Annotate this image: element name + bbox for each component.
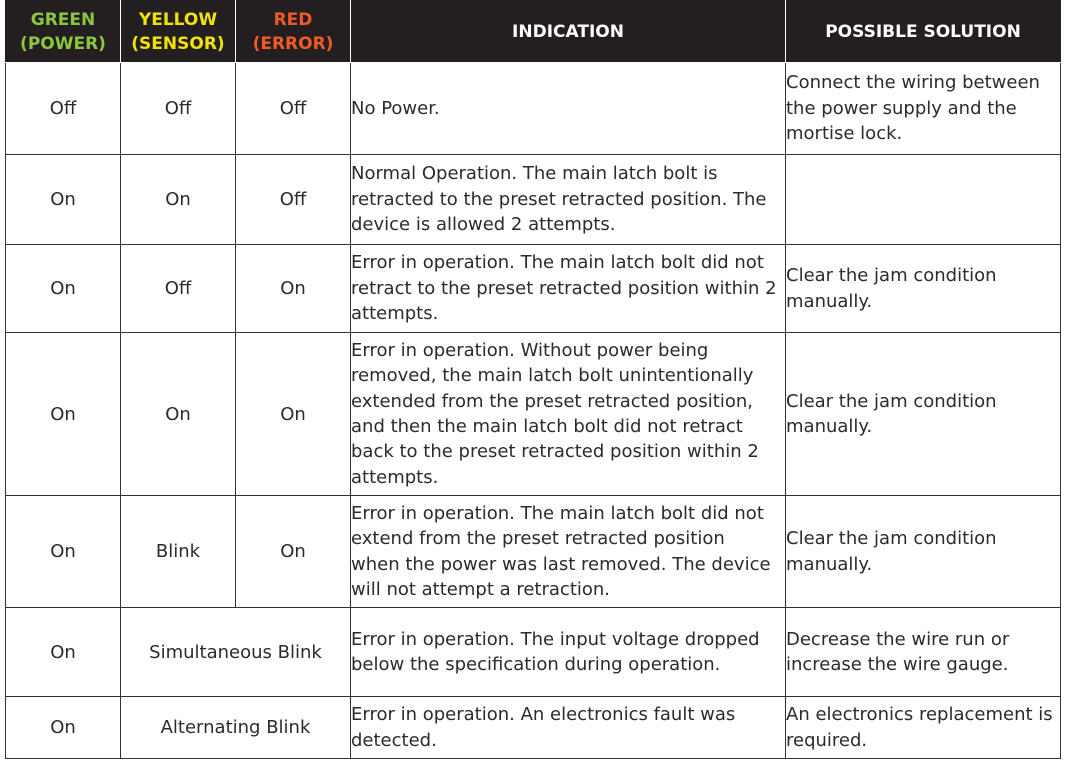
table-row	[6, 333, 1061, 496]
green-led-state: Off	[6, 63, 121, 155]
indication-cell: Error in operation. Without power being removed, the main latch bolt unintentionally extended from the preset retracted position, and then the main latch bolt did not retract back to the preset retracted position within 2 attempts.	[351, 333, 786, 496]
solution-cell	[786, 155, 1061, 245]
header-yellow-sensor	[121, 1, 236, 63]
header-red-sublabel: (ERROR)	[252, 33, 334, 54]
red-led-state: Off	[236, 155, 351, 245]
header-indication: INDICATION	[351, 1, 786, 63]
indication-cell: Normal Operation. The main latch bolt is retracted to the preset retracted position. The device is allowed 2 attempts.	[351, 155, 786, 245]
header-yellow-label: YELLOW	[138, 9, 218, 30]
green-led-state: On	[6, 608, 121, 697]
solution-cell: Clear the jam condition manually.	[786, 333, 1061, 496]
solution-cell: An electronics replacement is required.	[786, 697, 1061, 759]
indication-cell: Error in operation. The input voltage dropped below the specification during operation.	[351, 608, 786, 697]
indication-cell: Error in operation. An electronics fault was detected.	[351, 697, 786, 759]
yellow-led-state: Off	[121, 63, 236, 155]
header-red-error	[236, 1, 351, 63]
table-row	[6, 155, 1061, 245]
red-led-state: On	[236, 496, 351, 608]
yellow-red-led-state: Simultaneous Blink	[121, 608, 351, 697]
header-red-label: RED	[273, 9, 313, 30]
table-row	[6, 496, 1061, 608]
table-row	[6, 608, 1061, 697]
header-yellow-sublabel: (SENSOR)	[131, 33, 225, 54]
header-green-power	[6, 1, 121, 63]
table-row	[6, 63, 1061, 155]
table-body	[6, 63, 1061, 759]
yellow-led-state: On	[121, 333, 236, 496]
header-green-label: GREEN	[30, 9, 96, 30]
green-led-state: On	[6, 245, 121, 333]
green-led-state: On	[6, 697, 121, 759]
header-possible-solution: POSSIBLE SOLUTION	[786, 1, 1061, 63]
indication-cell: Error in operation. The main latch bolt did not retract to the preset retracted position within 2 attempts.	[351, 245, 786, 333]
red-led-state: On	[236, 333, 351, 496]
table-row	[6, 245, 1061, 333]
table-header	[6, 1, 1061, 63]
solution-cell: Decrease the wire run or increase the wire gauge.	[786, 608, 1061, 697]
green-led-state: On	[6, 155, 121, 245]
header-row	[6, 1, 1061, 63]
yellow-led-state: Blink	[121, 496, 236, 608]
green-led-state: On	[6, 496, 121, 608]
led-indicator-table	[5, 0, 1061, 759]
indication-cell: Error in operation. The main latch bolt did not extend from the preset retracted position when the power was last removed. The device will not attempt a retraction.	[351, 496, 786, 608]
led-indicator-table-wrapper	[5, 0, 1061, 759]
red-led-state: Off	[236, 63, 351, 155]
solution-cell: Clear the jam condition manually.	[786, 496, 1061, 608]
solution-cell: Clear the jam condition manually.	[786, 245, 1061, 333]
solution-cell: Connect the wiring between the power supply and the mortise lock.	[786, 63, 1061, 155]
header-green-sublabel: (POWER)	[20, 33, 106, 54]
table-row	[6, 697, 1061, 759]
indication-cell: No Power.	[351, 63, 786, 155]
yellow-led-state: On	[121, 155, 236, 245]
red-led-state: On	[236, 245, 351, 333]
green-led-state: On	[6, 333, 121, 496]
yellow-red-led-state: Alternating Blink	[121, 697, 351, 759]
yellow-led-state: Off	[121, 245, 236, 333]
